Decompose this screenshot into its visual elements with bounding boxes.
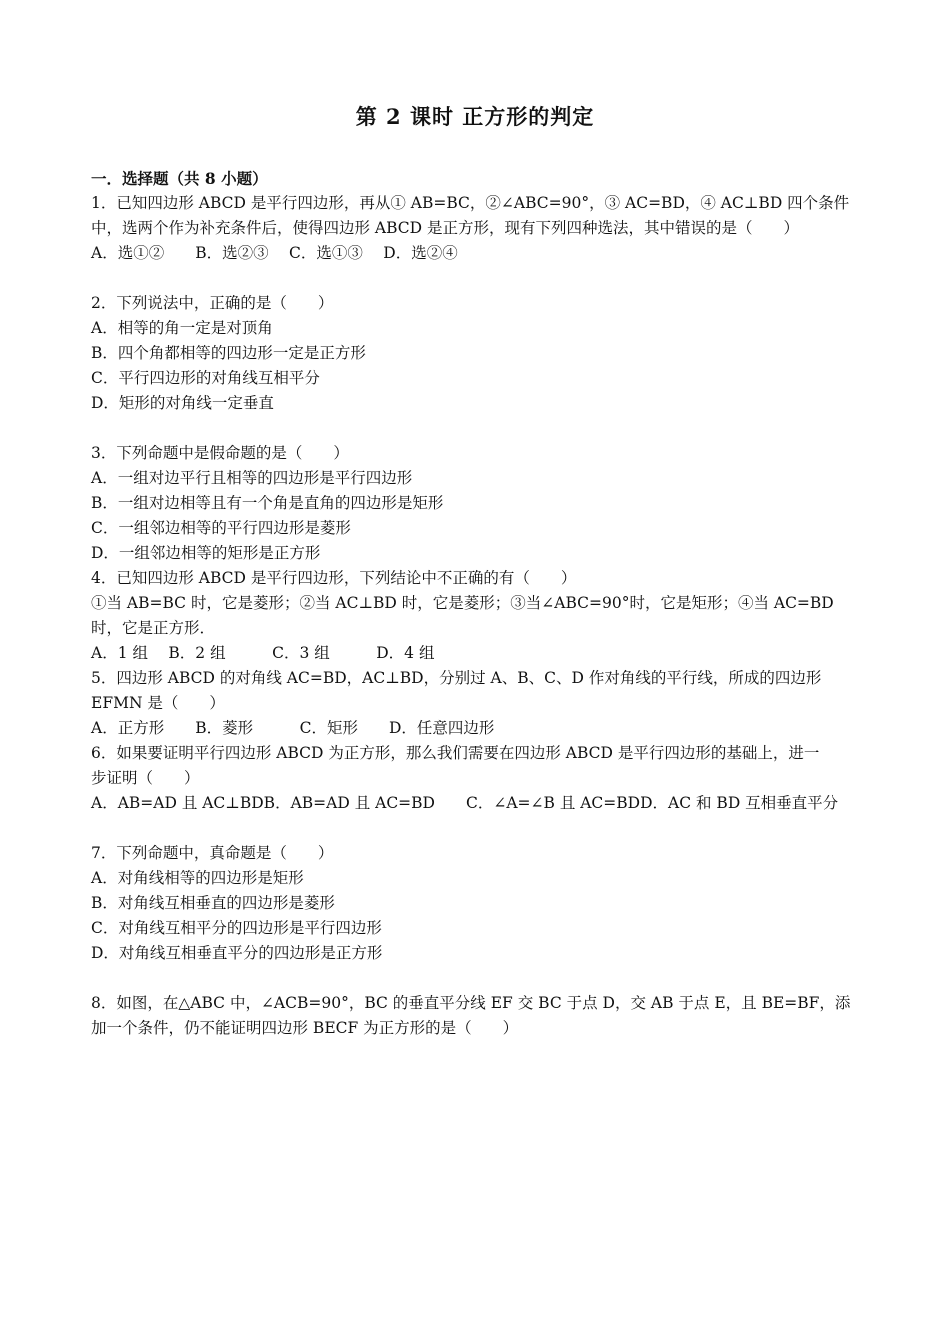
spacer bbox=[91, 266, 866, 291]
section-heading: 一．选择题（共 8 小题） bbox=[91, 169, 268, 188]
question-1-stem: 1．已知四边形 ABCD 是平行四边形，再从① AB=BC，②∠ABC=90°，③ AC=BD，④ AC⊥BD 四个条件 bbox=[91, 194, 850, 212]
question-3-stem: 3．下列命题中是假命题的是（ ） bbox=[91, 444, 349, 462]
question-7-option-c: C．对角线互相平分的四边形是平行四边形 bbox=[91, 919, 382, 937]
question-7-option-d: D．对角线互相垂直平分的四边形是正方形 bbox=[91, 944, 383, 962]
question-1-options: A．选①② B．选②③ C．选①③ D．选②④ bbox=[91, 244, 458, 262]
question-7-option-a: A．对角线相等的四边形是矩形 bbox=[91, 869, 304, 887]
question-2-option-a: A．相等的角一定是对顶角 bbox=[91, 319, 273, 337]
question-4-statements: 时，它是正方形． bbox=[91, 619, 216, 637]
question-2-stem: 2．下列说法中，正确的是（ ） bbox=[91, 294, 334, 312]
spacer bbox=[91, 416, 866, 441]
question-4-statements: ①当 AB=BC 时，它是菱形；②当 AC⊥BD 时，它是菱形；③当∠ABC=90°时，它是矩形；④当 AC=BD bbox=[91, 594, 834, 612]
question-5-stem: 5．四边形 ABCD 的对角线 AC=BD，AC⊥BD，分别过 A、B、C、D 作对角线的平行线，所成的四边形 bbox=[91, 669, 822, 687]
question-list bbox=[91, 166, 866, 1041]
question-8-stem: 加一个条件，仍不能证明四边形 BECF 为正方形的是（ ） bbox=[91, 1019, 519, 1037]
question-6-options: A．AB=AD 且 AC⊥BDB．AB=AD 且 AC=BD C．∠A=∠B 且 AC=BDD．AC 和 BD 互相垂直平分 bbox=[91, 794, 839, 812]
question-3-option-b: B．一组对边相等且有一个角是直角的四边形是矩形 bbox=[91, 494, 444, 512]
question-5-options: A．正方形 B．菱形 C．矩形 D．任意四边形 bbox=[91, 719, 495, 737]
question-4-stem: 4．已知四边形 ABCD 是平行四边形，下列结论中不正确的有（ ） bbox=[91, 569, 577, 587]
spacer bbox=[91, 966, 866, 991]
question-3-option-d: D．一组邻边相等的矩形是正方形 bbox=[91, 544, 321, 562]
question-6-stem: 步证明（ ） bbox=[91, 769, 200, 787]
question-7-option-b: B．对角线互相垂直的四边形是菱形 bbox=[91, 894, 335, 912]
question-2-option-c: C．平行四边形的对角线互相平分 bbox=[91, 369, 320, 387]
question-2-option-b: B．四个角都相等的四边形一定是正方形 bbox=[91, 344, 366, 362]
page-title: 第 2 课时 正方形的判定 bbox=[355, 104, 595, 129]
question-2-option-d: D．矩形的对角线一定垂直 bbox=[91, 394, 274, 412]
question-6-stem: 6．如果要证明平行四边形 ABCD 为正方形，那么我们需要在四边形 ABCD 是平行四边形的基础上，进一 bbox=[91, 744, 820, 762]
question-3-option-c: C．一组邻边相等的平行四边形是菱形 bbox=[91, 519, 351, 537]
question-4-options: A．1 组 B．2 组 C．3 组 D．4 组 bbox=[91, 644, 435, 662]
question-1-stem: 中，选两个作为补充条件后，使得四边形 ABCD 是正方形，现有下列四种选法，其中错误的是（ ） bbox=[91, 219, 800, 237]
question-8-stem: 8．如图，在△ABC 中，∠ACB=90°，BC 的垂直平分线 EF 交 BC 于点 D，交 AB 于点 E，且 BE=BF，添 bbox=[91, 994, 851, 1012]
question-5-stem: EFMN 是（ ） bbox=[91, 694, 225, 712]
spacer bbox=[91, 816, 866, 841]
question-7-stem: 7．下列命题中，真命题是（ ） bbox=[91, 844, 334, 862]
question-3-option-a: A．一组对边平行且相等的四边形是平行四边形 bbox=[91, 469, 413, 487]
